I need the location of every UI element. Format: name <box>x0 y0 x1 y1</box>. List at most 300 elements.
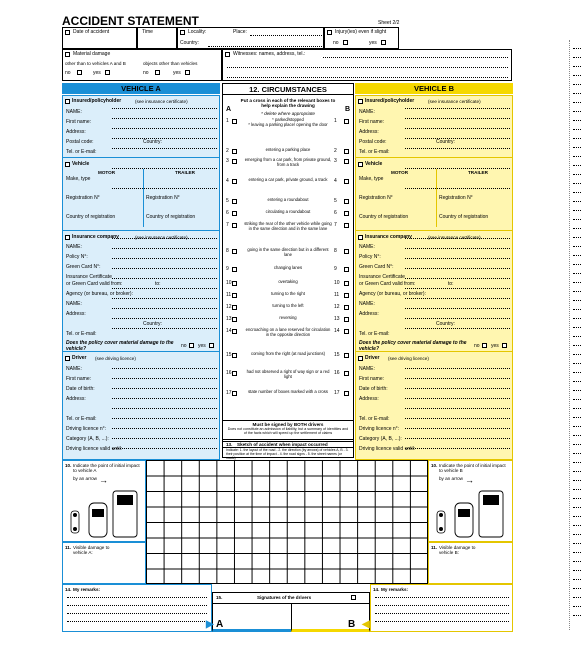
agency-country-a-label: Country: <box>143 321 162 327</box>
to-b-label: to: <box>448 281 454 287</box>
circumstance-text: had not observed a right of way sign or a red light <box>246 369 330 379</box>
margin-line <box>573 309 581 310</box>
sketch-label: Sketch of accident when impact occurred <box>237 442 328 447</box>
remarks-b-number: 14. <box>373 587 380 592</box>
fill-line <box>405 308 510 309</box>
name-a-label: NAME: <box>66 109 82 115</box>
fill-line <box>112 188 217 189</box>
circumstance-a-checkbox[interactable] <box>232 329 237 334</box>
licence-a-label: Driving licence n°: <box>66 426 107 432</box>
covered-no-a-checkbox[interactable] <box>189 343 194 348</box>
green-card-b-label: Green Card N°: <box>359 264 394 270</box>
circ-number-a: 2 <box>226 148 229 154</box>
margin-line <box>573 489 581 490</box>
reg-trailer-b-label: Registration N° <box>439 195 473 201</box>
circumstance-a-checkbox[interactable] <box>232 119 237 124</box>
circumstance-a-checkbox[interactable] <box>232 199 237 204</box>
postal-b-label: Postal code: <box>359 139 387 145</box>
fill-line <box>112 278 217 279</box>
circumstance-text: encroaching on a lane reserved for circulation in the opposite direction <box>245 327 331 337</box>
injury-field[interactable] <box>324 27 399 49</box>
insurance-b-sub: (see insurance certificate) <box>428 235 481 240</box>
circ-number-a: 13 <box>226 316 232 322</box>
circ-label-a: A <box>226 106 232 113</box>
margin-line <box>573 444 581 445</box>
driver-a-label: Driver <box>72 355 87 361</box>
impact-b-box[interactable] <box>428 460 513 542</box>
circumstance-a-checkbox[interactable] <box>232 317 237 322</box>
margin-line <box>573 57 581 58</box>
ins-name-a-label: NAME: <box>66 244 82 250</box>
signature-checkbox[interactable] <box>351 595 356 600</box>
circ-number-a: 9 <box>226 266 229 272</box>
fill-line <box>112 318 217 319</box>
margin-line <box>573 246 581 247</box>
circumstance-b-checkbox[interactable] <box>344 223 349 228</box>
circumstance-b-checkbox[interactable] <box>344 329 349 334</box>
sketch-number: 13. <box>226 442 233 447</box>
material-no-label: no <box>65 70 71 76</box>
circumstance-b-checkbox[interactable] <box>344 391 349 396</box>
green-card-a-label: Green Card N°: <box>66 264 101 270</box>
margin-line <box>573 120 581 121</box>
covered-yes-b-label: yes <box>491 343 499 349</box>
circ-number-b: 16 <box>334 370 340 376</box>
circumstance-text: overtaking <box>278 279 298 284</box>
fill-line <box>112 388 217 389</box>
fill-line <box>405 448 510 449</box>
name-b-label: NAME: <box>359 109 375 115</box>
policy-a-label: Policy N°: <box>66 254 88 260</box>
agency-address-a-label: Address: <box>66 311 86 317</box>
circumstance-b-checkbox[interactable] <box>344 371 349 376</box>
fill-line <box>405 188 510 189</box>
signature-label-b: B <box>348 619 356 630</box>
impact-a-box[interactable] <box>62 460 146 542</box>
margin-line <box>573 291 581 292</box>
policyholder-a-label: Insured/policyholder <box>72 98 122 104</box>
valid-b-label: Driving licence valid until: <box>359 446 416 452</box>
margin-line <box>573 336 581 337</box>
visible-damage-b-box[interactable] <box>428 542 513 584</box>
impact-a-number: 10. <box>65 463 72 468</box>
margin-line <box>573 129 581 130</box>
margin-line <box>573 237 581 238</box>
margin-line <box>573 372 581 373</box>
fill-line <box>405 388 510 389</box>
circumstance-text: * parked/stopped * leaving a parking place/ opening the door <box>248 117 328 127</box>
circumstance-a-checkbox[interactable] <box>232 149 237 154</box>
time-label: Time <box>142 29 153 35</box>
circumstance-a-checkbox[interactable] <box>232 159 237 164</box>
covered-yes-a-label: yes <box>198 343 206 349</box>
visible-b-label: Visible damage to vehicle B: <box>439 545 476 556</box>
material-yes-checkbox[interactable] <box>105 70 110 75</box>
postal-a-label: Postal code: <box>66 139 94 145</box>
fill-line <box>405 438 510 439</box>
covered-a-label: Does the policy cover material damage to the vehicle? <box>66 340 174 352</box>
circumstance-b-checkbox[interactable] <box>344 305 349 310</box>
circumstance-a-checkbox[interactable] <box>232 211 237 216</box>
signatures-label: Signatures of the drivers <box>257 595 312 600</box>
must-sign-sub: Does not constitute an admission of liability, but a summary of identities and of the facts which will speed up the settlement of claims <box>227 427 349 436</box>
agency-name-b-label: NAME: <box>359 301 375 307</box>
insurance-a-sub: (see insurance certificate) <box>135 235 188 240</box>
margin-line <box>573 210 581 211</box>
circumstance-b-checkbox[interactable] <box>344 159 349 164</box>
circ-number-b: 3 <box>334 158 337 164</box>
margin-line <box>573 381 581 382</box>
circ-number-a: 5 <box>226 198 229 204</box>
ins-name-b-label: NAME: <box>359 244 375 250</box>
covered-no-a-label: no <box>181 343 187 349</box>
agency-b-label: Agency (or bureau, or broker): <box>359 291 426 297</box>
circumstance-a-checkbox[interactable] <box>232 371 237 376</box>
circ-number-b: 10 <box>334 280 340 286</box>
covered-b-label: Does the policy cover material damage to the vehicle? <box>359 340 467 352</box>
margin-line <box>573 84 581 85</box>
fill-line <box>112 238 217 239</box>
sketch-legend: Indicate: 1. the layout of the road - 2. the direction (by arrows) of vehicles A, B - 3. their position at the time of impact - 4. the road signs - 5. the street names (or roads) <box>226 448 349 460</box>
fill-line <box>112 418 217 419</box>
section-number-box <box>65 52 70 57</box>
policyholder-b-label: Insured/policyholder <box>365 98 415 104</box>
margin-line <box>573 426 581 427</box>
margin-line <box>573 102 581 103</box>
fill-line <box>405 418 510 419</box>
section-number-box <box>358 162 363 167</box>
margin-line <box>573 48 581 49</box>
circumstance-b-checkbox[interactable] <box>344 317 349 322</box>
signatures-header <box>212 592 370 604</box>
vehicles-icon <box>69 489 141 541</box>
circ-number-a: 6 <box>226 210 229 216</box>
margin-line <box>573 552 581 553</box>
circ-number-a: 8 <box>226 248 229 254</box>
signature-a-area[interactable] <box>212 604 291 632</box>
agency-tel-b-label: Tel. or E-mail: <box>359 331 390 337</box>
country-label: Country: <box>180 40 199 46</box>
circumstance-a-checkbox[interactable] <box>232 223 237 228</box>
circumstance-b-checkbox[interactable] <box>344 249 349 254</box>
sketch-grid[interactable] <box>146 460 428 584</box>
circ-number-a: 14 <box>226 328 232 334</box>
fill-line <box>112 148 217 149</box>
fill-line <box>405 288 510 289</box>
margin-line <box>573 390 581 391</box>
covered-yes-b-checkbox[interactable] <box>502 343 507 348</box>
circ-number-a: 1 <box>226 118 229 124</box>
first-name-a-label: First name: <box>66 119 92 125</box>
circ-number-b: 12 <box>334 304 340 310</box>
margin-line <box>573 183 581 184</box>
circumstance-text: state number of boxes marked with a cross <box>248 389 328 394</box>
margin-line <box>573 507 581 508</box>
circumstance-b-checkbox[interactable] <box>344 179 349 184</box>
fill-line <box>405 128 510 129</box>
circumstance-b-checkbox[interactable] <box>344 149 349 154</box>
circumstance-text: going in the same direction but in a different lane <box>247 247 329 257</box>
arrow-a-icon: ▶ <box>206 619 214 630</box>
margin-line <box>573 282 581 283</box>
visible-a-label: Visible damage to vehicle A: <box>73 545 110 556</box>
circumstance-a-checkbox[interactable] <box>232 267 237 272</box>
location-field[interactable] <box>177 27 324 49</box>
covered-no-b-checkbox[interactable] <box>482 343 487 348</box>
fill-line <box>405 108 510 109</box>
margin-line <box>573 363 581 364</box>
make-b-label: Make, type <box>359 176 384 182</box>
section-number-box <box>358 356 363 361</box>
margin-line <box>573 597 581 598</box>
cert-b-label: Insurance Certificate <box>359 274 405 280</box>
circumstance-b-checkbox[interactable] <box>344 267 349 272</box>
impact-b-arrow-label: by an arrow <box>439 476 464 481</box>
circumstance-b-checkbox[interactable] <box>344 199 349 204</box>
circumstance-a-checkbox[interactable] <box>232 179 237 184</box>
section-number-box <box>358 99 363 104</box>
section-number-box <box>180 30 185 35</box>
country-reg-b-label: Country of registration <box>359 214 409 220</box>
vehicle-a-label: Vehicle <box>72 161 90 167</box>
agency-a-label: Agency (or bureau, or broker): <box>66 291 133 297</box>
margin-line <box>573 147 581 148</box>
section-number-box <box>358 235 363 240</box>
circ-number-a: 3 <box>226 158 229 164</box>
circumstance-text: circulating a roundabout <box>265 209 311 214</box>
policyholder-b-sub: (see insurance certificate) <box>428 99 481 104</box>
agency-country-b-label: Country: <box>436 321 455 327</box>
margin-line <box>573 138 581 139</box>
material-yes-label: yes <box>93 70 101 76</box>
valid-a-label: Driving licence valid until: <box>66 446 123 452</box>
tel-b-label: Tel. or E-mail: <box>359 149 390 155</box>
covered-no-b-label: no <box>474 343 480 349</box>
margin-line <box>573 570 581 571</box>
vehicle-a-section <box>63 159 219 231</box>
driver-b-label: Driver <box>365 355 380 361</box>
circumstance-b-checkbox[interactable] <box>344 211 349 216</box>
margin-line <box>573 273 581 274</box>
objects-yes-checkbox[interactable] <box>185 70 190 75</box>
date-label: Date of accident <box>73 29 110 35</box>
margin-line <box>573 453 581 454</box>
driver-first-b-label: First name: <box>359 376 385 382</box>
remarks-a-number: 14. <box>65 587 72 592</box>
margin-line <box>573 228 581 229</box>
fill-line <box>112 118 217 119</box>
agency-tel-a-label: Tel. or E-mail: <box>66 331 97 337</box>
first-name-b-label: First name: <box>359 119 385 125</box>
cert-a-label: Insurance Certificate <box>66 274 112 280</box>
or-green-a-label: or Green Card valid from: <box>66 281 123 287</box>
trailer-b-label: TRAILER <box>468 170 488 175</box>
fill-line <box>405 268 510 269</box>
circumstance-text: changing lanes <box>273 265 303 270</box>
circumstance-a-checkbox[interactable] <box>232 391 237 396</box>
margin-line <box>573 516 581 517</box>
circ-number-b: 13 <box>334 316 340 322</box>
fill-line <box>112 368 217 369</box>
country-reg-a-label: Country of registration <box>66 214 116 220</box>
fill-line <box>112 168 217 169</box>
motor-b-label: MOTOR <box>391 170 409 175</box>
to-a-label: to: <box>155 281 161 287</box>
injury-yes-checkbox[interactable] <box>381 40 386 45</box>
circumstance-text: entering a parking place <box>265 147 311 152</box>
signatures-number: 15. <box>216 595 223 600</box>
impact-a-arrow-label: by an arrow <box>73 476 98 481</box>
margin-line <box>573 606 581 607</box>
vehicle-b-header: VEHICLE B <box>355 83 513 94</box>
margin-line <box>573 525 581 526</box>
remarks-b-label: My remarks: <box>381 587 409 592</box>
agency-name-a-label: NAME: <box>66 301 82 307</box>
visible-a-number: 11. <box>65 545 72 550</box>
fill-line <box>112 378 217 379</box>
dob-a-label: Date of birth: <box>66 386 95 392</box>
fill-line <box>405 298 510 299</box>
margin-line <box>573 534 581 535</box>
fill-line <box>112 308 217 309</box>
circ-number-b: 8 <box>334 248 337 254</box>
fill-line <box>112 138 217 139</box>
fill-line <box>112 408 217 409</box>
objects-no-checkbox[interactable] <box>155 70 160 75</box>
material-damage-field[interactable] <box>62 49 222 81</box>
objects-no-label: no <box>143 70 149 76</box>
visible-damage-a-box[interactable] <box>62 542 146 584</box>
circumstance-a-checkbox[interactable] <box>232 305 237 310</box>
policyholder-a-sub: (see insurance certificate) <box>135 99 188 104</box>
margin-line <box>573 192 581 193</box>
injury-label: Injury(ies) even if slight <box>335 29 387 35</box>
circumstance-b-checkbox[interactable] <box>344 281 349 286</box>
driver-tel-a-label: Tel. or E-mail: <box>66 416 97 422</box>
circ-number-b: 11 <box>334 292 340 298</box>
dob-b-label: Date of birth: <box>359 386 388 392</box>
circ-number-b: 2 <box>334 148 337 154</box>
impact-b-label: Indicate the point of initial impact to vehicle B <box>439 463 506 474</box>
impact-a-label: Indicate the point of initial impact to vehicle A <box>73 463 140 474</box>
fill-line <box>405 258 510 259</box>
fill-line <box>112 248 217 249</box>
arrow-right-icon: → <box>99 475 108 485</box>
document-title: ACCIDENT STATEMENT <box>62 14 199 28</box>
vehicles-icon <box>435 489 507 541</box>
witnesses-field[interactable] <box>222 49 512 81</box>
remarks-b-box[interactable] <box>370 584 513 632</box>
circ-number-a: 4 <box>226 178 229 184</box>
circumstances-intro: Put a cross in each of the relevant boxes to help explain the drawing <box>240 98 336 109</box>
margin-line <box>573 111 581 112</box>
address-b-label: Address: <box>359 129 379 135</box>
fill-line <box>405 118 510 119</box>
sheet-number: Sheet 2/2 <box>378 20 400 26</box>
fill-line <box>405 398 510 399</box>
remarks-a-box[interactable] <box>62 584 212 632</box>
fill-line <box>405 428 510 429</box>
circ-number-a: 17 <box>226 390 232 396</box>
margin-line <box>573 399 581 400</box>
margin-line <box>573 345 581 346</box>
time-field[interactable] <box>137 27 177 49</box>
margin-line <box>573 66 581 67</box>
fill-line <box>112 108 217 109</box>
circ-number-b: 14 <box>334 328 340 334</box>
circumstance-b-checkbox[interactable] <box>344 119 349 124</box>
policy-b-label: Policy N°: <box>359 254 381 260</box>
country-a-label: Country: <box>143 139 162 145</box>
circ-number-a: 12 <box>226 304 232 310</box>
fill-line <box>112 398 217 399</box>
insurance-a-label: Insurance company <box>72 234 119 240</box>
fill-line <box>112 328 217 329</box>
margin-line <box>573 588 581 589</box>
margin-line <box>573 165 581 166</box>
driver-name-b-label: NAME: <box>359 366 375 372</box>
margin-line <box>573 219 581 220</box>
circumstance-a-checkbox[interactable] <box>232 249 237 254</box>
material-damage-label: Material damage <box>73 51 111 57</box>
circ-number-a: 7 <box>226 222 229 228</box>
visible-b-number: 11. <box>431 545 438 550</box>
section-number-box <box>65 162 70 167</box>
covered-yes-a-checkbox[interactable] <box>209 343 214 348</box>
address-a-label: Address: <box>66 129 86 135</box>
circ-number-b: 4 <box>334 178 337 184</box>
margin-line <box>573 417 581 418</box>
fill-line <box>405 368 510 369</box>
reg-a-label: Registration N° <box>66 195 100 201</box>
circ-number-a: 16 <box>226 370 232 376</box>
fill-line <box>405 318 510 319</box>
trailer-a-label: TRAILER <box>175 170 195 175</box>
motor-a-label: MOTOR <box>98 170 116 175</box>
margin-line <box>573 75 581 76</box>
circumstance-b-checkbox[interactable] <box>344 293 349 298</box>
margin-line <box>573 201 581 202</box>
circ-number-b: 6 <box>334 210 337 216</box>
material-no-checkbox[interactable] <box>77 70 82 75</box>
circumstance-text: striking the rear of the other vehicle while going in the same direction and in the same lane <box>244 221 332 231</box>
fill-line <box>112 268 217 269</box>
date-field[interactable] <box>62 27 137 49</box>
circumstance-text: entering a car park, private ground, a track <box>248 177 328 182</box>
remarks-a-label: My remarks: <box>73 587 101 592</box>
circumstance-a-checkbox[interactable] <box>232 293 237 298</box>
driver-address-a-label: Address: <box>66 396 86 402</box>
driver-b-sub: (see driving licence) <box>388 356 429 361</box>
margin-line <box>573 561 581 562</box>
country-reg-trailer-a-label: Country of registration <box>146 214 196 220</box>
objects-label: objects other than vehicles <box>143 61 198 66</box>
circ-number-b: 5 <box>334 198 337 204</box>
fill-line <box>405 238 510 239</box>
country-reg-trailer-b-label: Country of registration <box>439 214 489 220</box>
fill-line <box>405 378 510 379</box>
country-b-label: Country: <box>436 139 455 145</box>
circumstance-b-checkbox[interactable] <box>344 353 349 358</box>
circumstance-a-checkbox[interactable] <box>232 281 237 286</box>
circumstance-a-checkbox[interactable] <box>232 353 237 358</box>
injury-no-checkbox[interactable] <box>343 40 348 45</box>
circ-number-a: 10 <box>226 280 232 286</box>
injury-no-label: no <box>333 40 339 46</box>
must-sign-label: Must be signed by BOTH drivers <box>252 422 324 427</box>
section-number-box <box>65 30 70 35</box>
signature-b-area[interactable] <box>291 604 370 632</box>
